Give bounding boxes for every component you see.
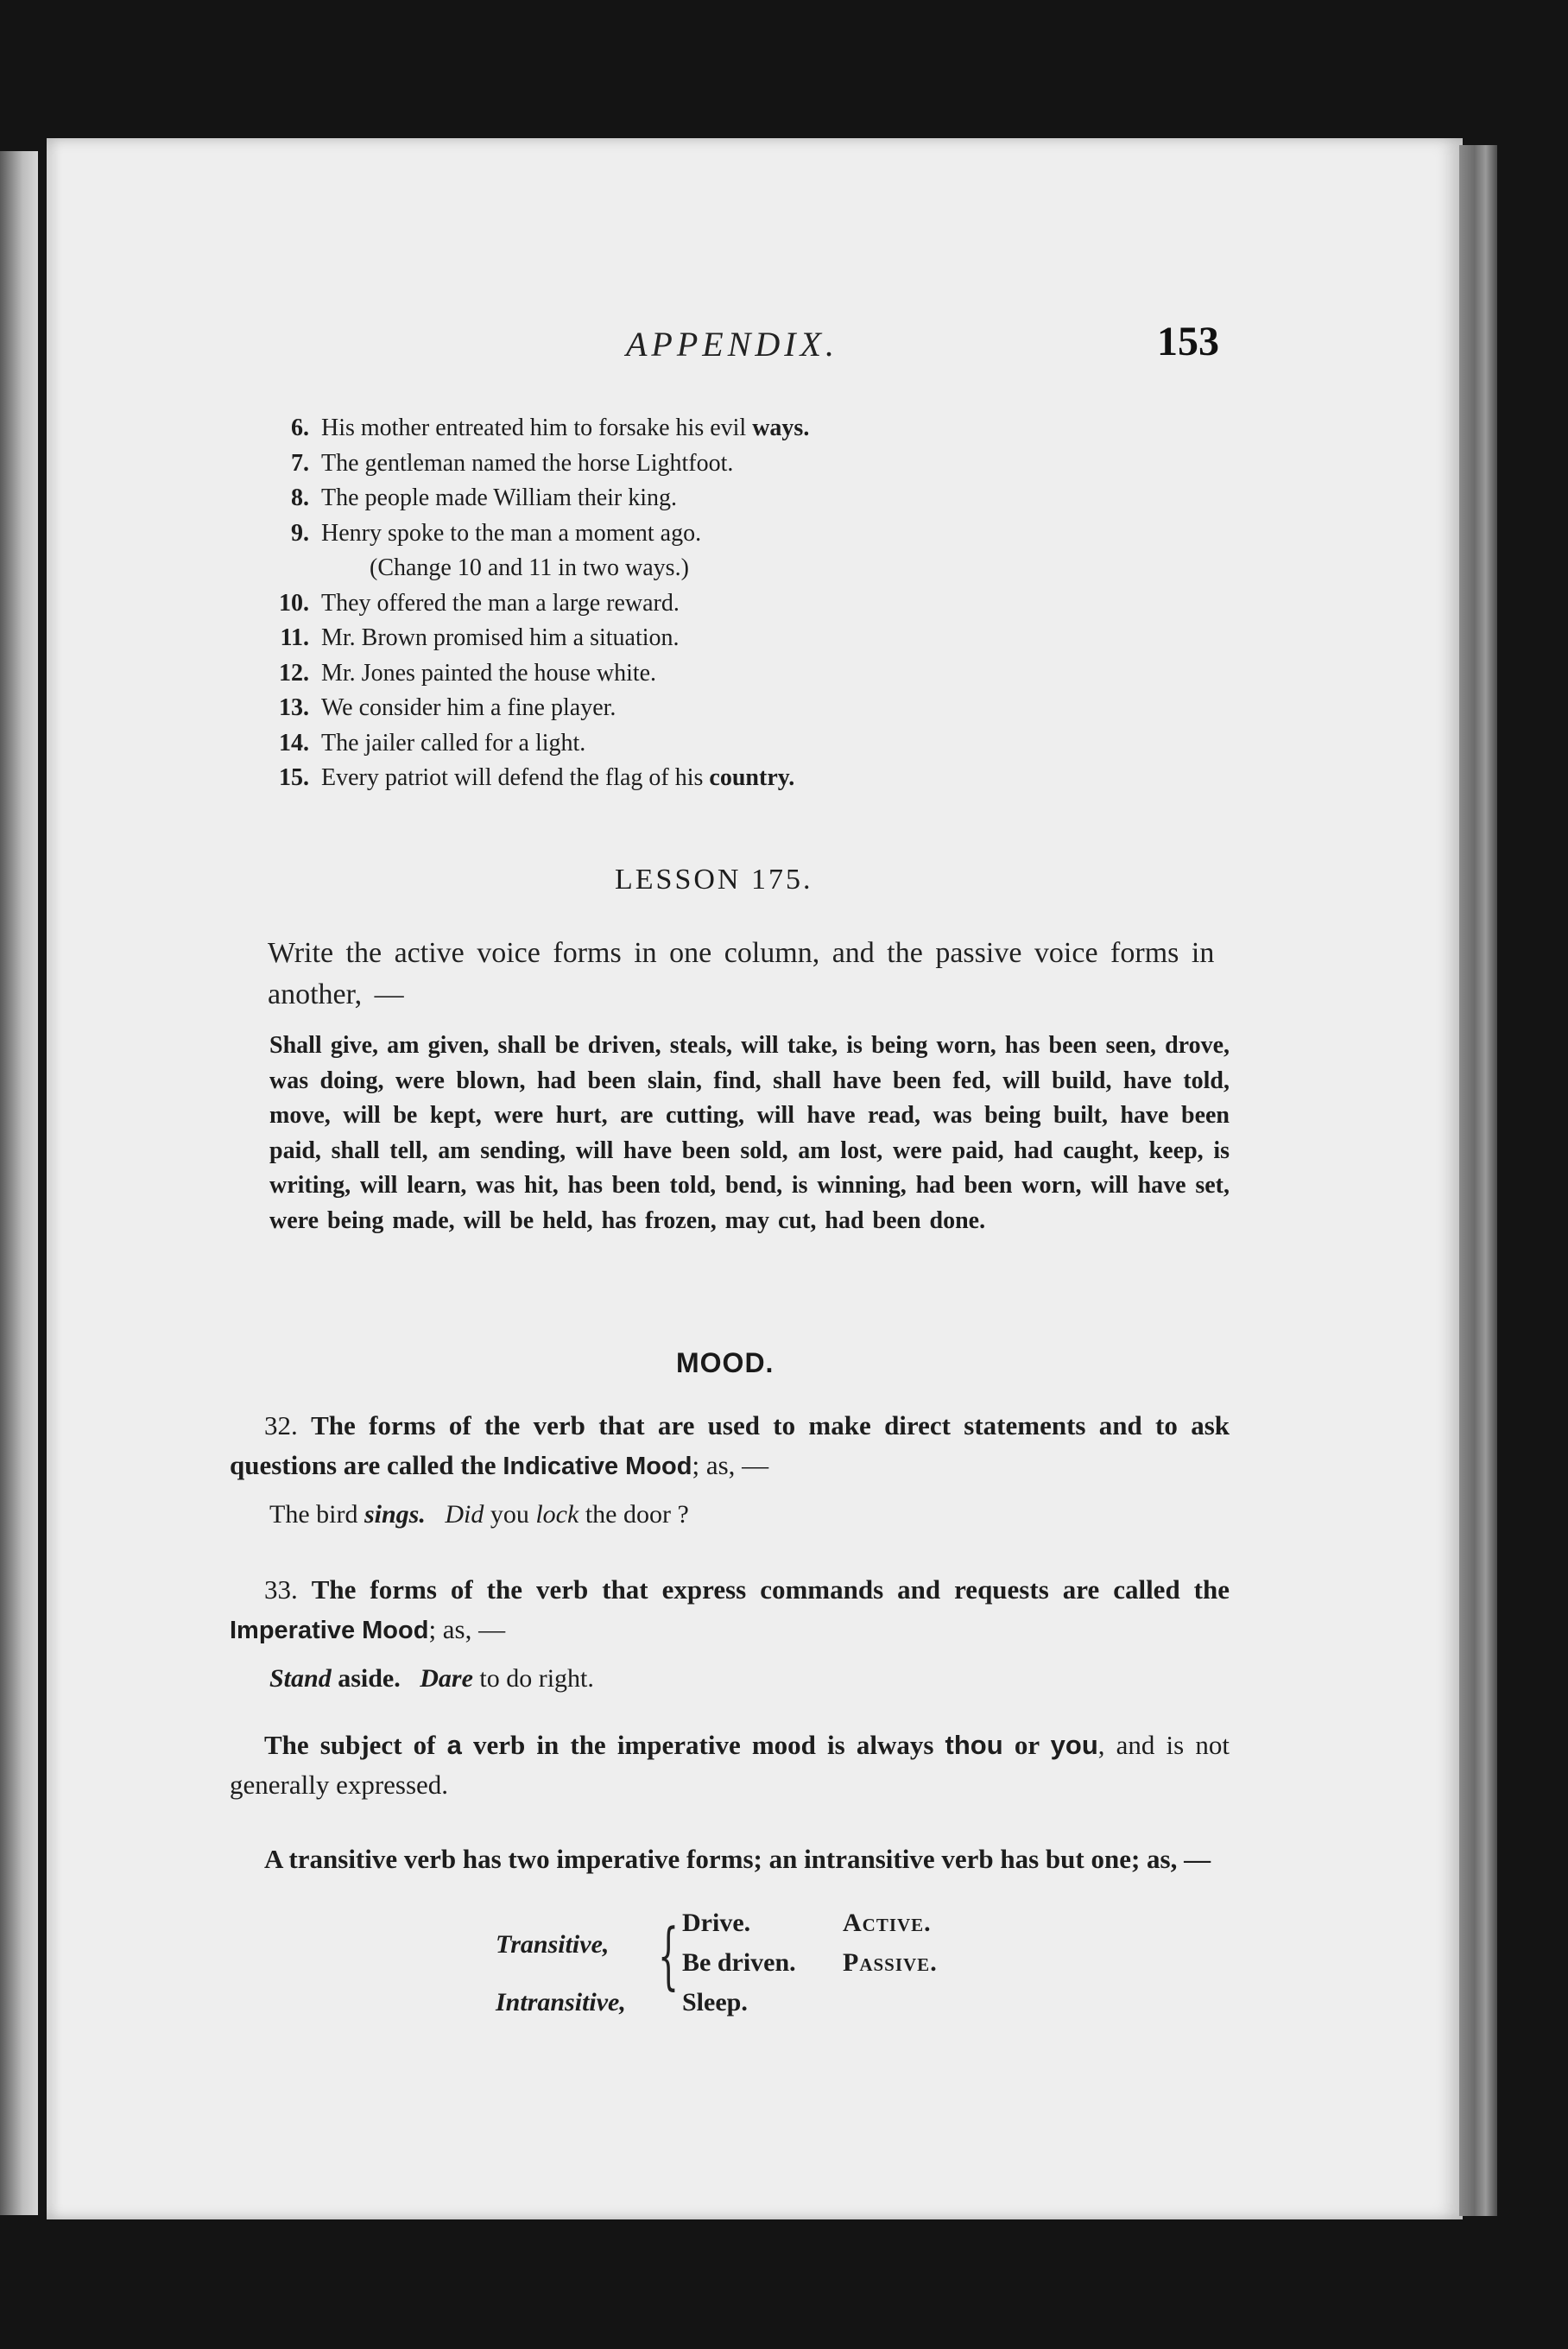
exercise-number: 14. [279, 729, 309, 757]
exercise-item [259, 411, 1209, 446]
label-passive: Passive. [843, 1948, 938, 1977]
exercise-text: His mother entreated him to forsake his evil [321, 415, 753, 441]
exercise-text: (Change 10 and 11 in two ways.) [370, 554, 689, 581]
section-heading-mood: MOOD. [676, 1347, 775, 1378]
paragraph-imperative-subject [230, 1725, 1230, 1805]
exercise-number: 13. [279, 694, 309, 721]
exercise-number: 7. [291, 449, 309, 477]
exercise-number: 11. [280, 624, 309, 651]
exercise-item [259, 656, 1209, 692]
paragraph-text: The forms of the verb that are used to make direct statements and to ask questions are called the [230, 1410, 1230, 1480]
exercise-text: Mr. Brown promised him a situation. [321, 624, 680, 651]
example-indicative [269, 1496, 689, 1534]
verb-forms-list: Shall give, am given, shall be driven, steals, will take, is being worn, has been seen, drove, was doing, were blown, had been slain, find, shall have been fed, will build, have told, move, will be kept, were hurt, are cutting, will have read, was being built, have been paid, shall tell, am sending, will have been sold, am lost, were paid, had caught, keep, is writing, will learn, was hit, has been told, bend, is winning, had been worn, will have set, were being made, will be held, has frozen, may cut, had been done. [269, 1032, 1230, 1234]
example-text: aside. [331, 1664, 401, 1693]
term-indicative-mood: Indicative Mood [503, 1453, 692, 1480]
exercise-text: country. [709, 764, 795, 791]
exercise-text: Mr. Jones painted the house white. [321, 659, 657, 687]
paragraph-32 [230, 1406, 1230, 1486]
paragraph-text: a [446, 1730, 462, 1760]
exercise-number: 9. [291, 519, 309, 547]
exercise-text: We consider him a fine player. [321, 694, 616, 721]
example-text: you [484, 1500, 536, 1529]
page-number: 153 [1157, 319, 1219, 364]
brace-icon: { [658, 1913, 680, 1998]
example-verb: Did [445, 1500, 484, 1529]
label-active: Active. [843, 1909, 932, 1937]
paragraph-33 [230, 1570, 1230, 1650]
exercise-item [259, 516, 1209, 552]
page-stack-edge [1459, 145, 1497, 2216]
exercise-text: Every patriot will defend the flag of his [321, 764, 710, 791]
exercise-note [259, 551, 1209, 586]
exercise-text: The gentleman named the horse Lightfoot. [321, 449, 734, 477]
exercise-item [259, 446, 1209, 482]
paragraph-transitive [230, 1839, 1230, 1879]
term-thou: thou [945, 1730, 1003, 1760]
running-header: APPENDIX. [626, 325, 839, 364]
exercise-item [259, 481, 1209, 516]
exercise-item [259, 761, 1209, 796]
paragraph-text: , and is not generally expressed. [230, 1730, 1230, 1800]
example-verb: Dare [420, 1664, 473, 1693]
paragraph-number: 32. [264, 1410, 298, 1440]
lesson-instruction: Write the active voice forms in one column, and the passive voice forms in another, — [268, 937, 1215, 1010]
exercise-number: 15. [279, 764, 309, 791]
exercise-text: ways. [752, 415, 810, 441]
facing-page-edge [0, 151, 38, 2215]
exercise-item [259, 726, 1209, 762]
exercise-list [259, 411, 1209, 796]
example-verb: lock [535, 1500, 579, 1529]
form-drive: Drive. [682, 1909, 751, 1937]
paragraph-text: ; as, — [428, 1614, 506, 1644]
paragraph-text: A transitive verb has two imperative forms; an intransitive verb has but one; as, — [264, 1844, 1211, 1874]
example-text: to do right. [472, 1664, 594, 1693]
lesson-heading: LESSON 175. [615, 864, 813, 896]
term-imperative-mood: Imperative Mood [230, 1617, 429, 1644]
paragraph-text: The subject of [264, 1730, 447, 1760]
paragraph-number: 33. [264, 1574, 298, 1605]
example-verb: Stand [269, 1664, 332, 1693]
paragraph-text: or [1002, 1730, 1051, 1760]
exercise-text: The jailer called for a light. [321, 729, 586, 757]
label-transitive: Transitive, [496, 1930, 610, 1959]
exercise-text: Henry spoke to the man a moment ago. [321, 519, 702, 547]
exercise-text: They offered the man a large reward. [321, 589, 680, 617]
exercise-number: 8. [291, 484, 309, 511]
exercise-item [259, 621, 1209, 656]
exercise-text: The people made William their king. [321, 484, 678, 511]
term-you: you [1050, 1730, 1098, 1760]
form-be-driven: Be driven. [682, 1948, 796, 1977]
paragraph-text: The forms of the verb that express commands and requests are called the [311, 1574, 1230, 1605]
example-text: The bird [269, 1500, 364, 1529]
exercise-number: 10. [279, 589, 309, 617]
example-imperative [269, 1660, 594, 1698]
exercise-number: 12. [279, 659, 309, 687]
label-intransitive: Intransitive, [496, 1988, 626, 2017]
exercise-item [259, 586, 1209, 622]
form-sleep: Sleep. [682, 1988, 748, 2017]
exercise-number: 6. [291, 415, 309, 441]
exercise-item [259, 691, 1209, 726]
paragraph-text: verb in the imperative mood is always [461, 1730, 945, 1760]
paragraph-text: ; as, — [692, 1450, 769, 1480]
example-text: the door ? [579, 1500, 689, 1529]
example-verb: sings. [364, 1500, 426, 1529]
